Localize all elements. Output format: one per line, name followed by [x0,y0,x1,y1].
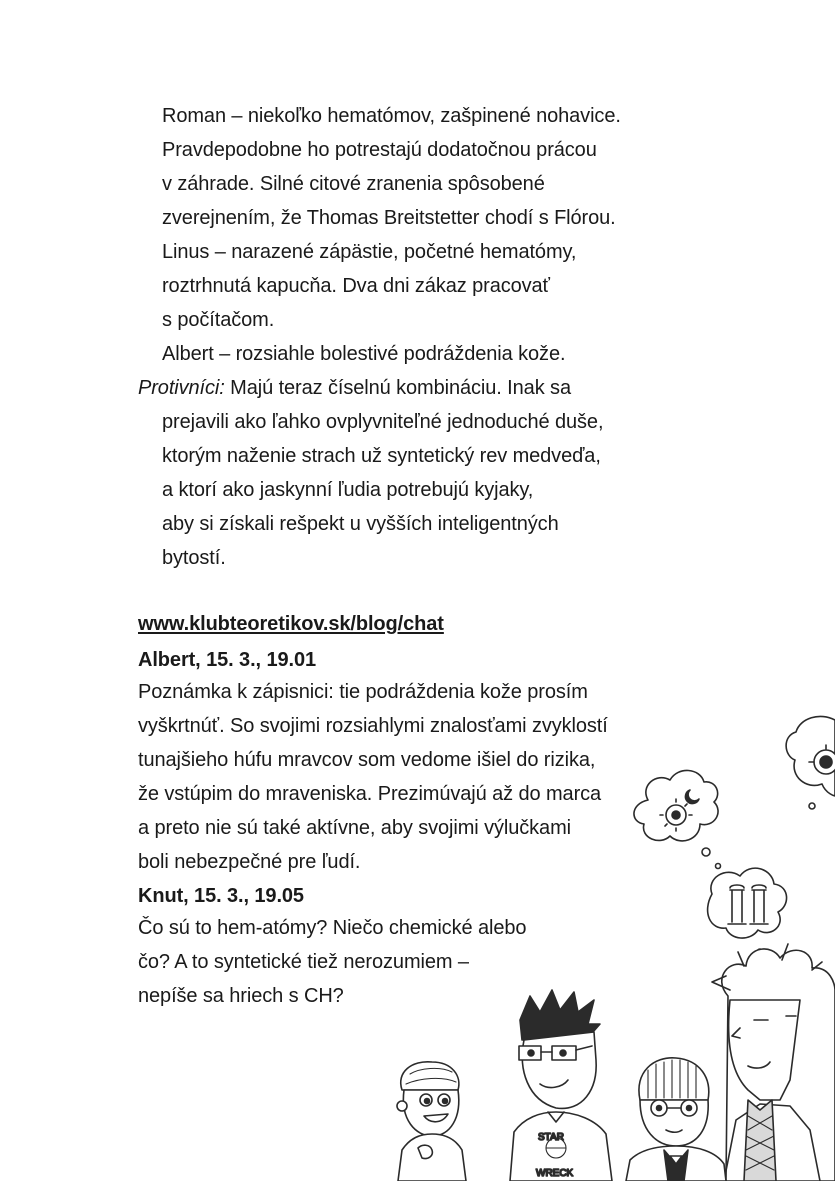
blog-url-link[interactable]: www.klubteoretikov.sk/blog/chat [138,613,444,635]
post-knut-header: Knut, 15. 3., 19.05 [138,885,304,907]
injury-linus-line-2: roztrhnutá kapucňa. Dva dni zákaz pracovať [162,275,550,297]
post-albert-line-5: a preto nie sú také aktívne, aby svojimi výlučkami [138,817,571,839]
injury-linus-line-1: Linus – narazené zápästie, početné hematómy, [162,241,577,263]
post-albert-line-1: Poznámka k zápisnici: tie podráždenia kože prosím [138,681,588,703]
opponents-label: Protivníci: [138,377,225,399]
post-albert-line-4: že vstúpim do mraveniska. Prezimúvajú až do marca [138,783,602,805]
tshirt-text-star: STAR [538,1132,564,1143]
bowl-cut-character [626,1058,726,1181]
thought-cloud-moon-icon [634,770,721,868]
post-albert-line-6: boli nebezpečné pre ľudí. [138,851,361,873]
post-knut-line-1: Čo sú to hem-atómy? Niečo chemické alebo [138,917,527,939]
opponents-line-2: prejavili ako ľahko ovplyvniteľné jednoduché duše, [162,411,604,433]
injury-roman-line-3: v záhrade. Silné citové zranenia spôsobené [162,173,545,195]
tshirt-text-wreck: WRECK [536,1168,574,1179]
opponents-line-5: aby si získali rešpekt u vyšších inteligentných [162,513,559,535]
post-albert-line-3: tunajšieho húfu mravcov som vedome išiel do rizika, [138,749,596,771]
opponents-text: Majú teraz číselnú kombináciu. Inak sa [224,377,571,399]
thought-cloud-pillar-icon [708,868,787,955]
opponents-line-3: ktorým naženie strach už syntetický rev medveďa, [162,445,601,467]
glasses-character [510,990,612,1181]
injury-roman-line-1: Roman – niekoľko hematómov, zašpinené nohavice. [162,105,621,127]
injury-albert-line: Albert – rozsiahle bolestivé podráždenia kože. [162,343,566,365]
cap-character [397,1062,466,1181]
post-knut-line-3: nepíše sa hriech s CH? [138,985,344,1007]
tall-character [712,944,835,1181]
injury-roman-line-2: Pravdepodobne ho potrestajú dodatočnou prácou [162,139,597,161]
post-albert-header: Albert, 15. 3., 19.01 [138,649,316,671]
thought-cloud-gear-icon [786,716,835,809]
opponents-line-4: a ktorí ako jaskynní ľudia potrebujú kyjaky, [162,479,534,501]
opponents-line-6: bytostí. [162,547,226,569]
injury-roman-line-4: zverejnením, že Thomas Breitstetter chodí s Flórou. [162,207,616,229]
post-albert-line-2: vyškrtnúť. So svojimi rozsiahlymi znalosťami zvyklostí [138,715,608,737]
injury-linus-line-3: s počítačom. [162,309,275,331]
post-knut-line-2: čo? A to syntetické tiež nerozumiem – [138,951,469,973]
